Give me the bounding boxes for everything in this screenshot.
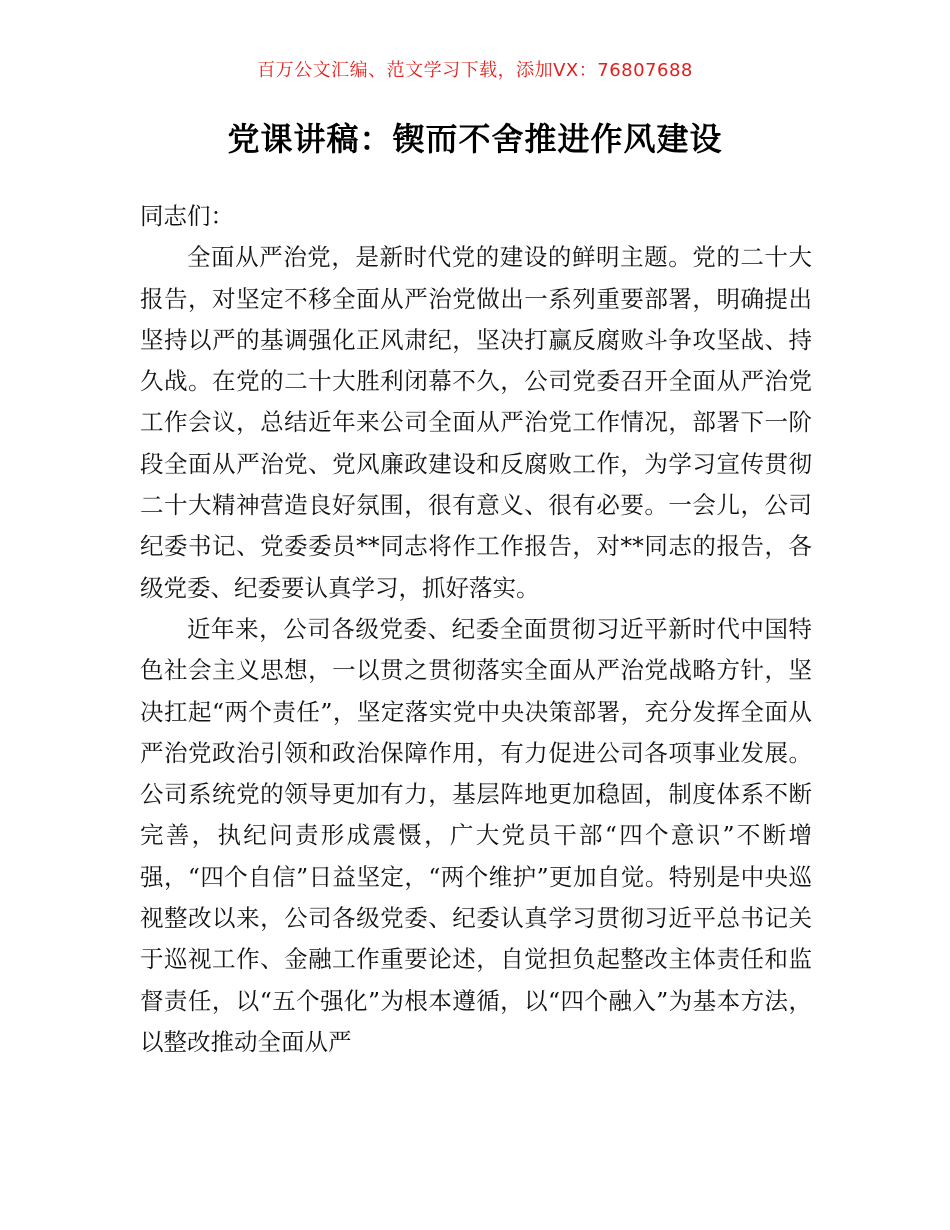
paragraph: 近年来，公司各级党委、纪委全面贯彻习近平新时代中国特色社会主义思想，一以贯之贯彻落实全面从严治党战略方针，坚决扛起“两个责任”，坚定落实党中央决策部署，充分发挥全面从严治党政治引领和政治保障作用，有力促进公司各项事业发展。公司系统党的领导更加有力，基层阵地更加稳固，制度体系不断完善，执纪问责形成震慑，广大党员干部“四个意识”不断增强，“四个自信”日益坚定，“两个维护”更加自觉。特别是中央巡视整改以来，公司各级党委、纪委认真学习贯彻习近平总书记关于巡视工作、金融工作重要论述，自觉担负起整改主体责任和监督责任，以“五个强化”为根本遵循，以“四个融入”为基本方法，以整改推动全面从严	[140, 614, 812, 1056]
salutation: 同志们：	[140, 202, 234, 230]
document-title: 党课讲稿：锲而不舍推进作风建设	[227, 120, 723, 158]
document-body	[140, 196, 812, 1063]
paragraph: 全面从严治党，是新时代党的建设的鲜明主题。党的二十大报告，对坚定不移全面从严治党做出一系列重要部署，明确提出坚持以严的基调强化正风肃纪，坚决打赢反腐败斗争攻坚战、持久战。在党的二十大胜利闭幕不久，公司党委召开全面从严治党工作会议，总结近年来公司全面从严治党工作情况，部署下一阶段全面从严治党、党风廉政建设和反腐败工作，为学习宣传贯彻二十大精神营造良好氛围，很有意义、很有必要。一会儿，公司纪委书记、党委委员**同志将作工作报告，对**同志的报告，各级党委、纪委要认真学习，抓好落实。	[140, 243, 812, 602]
watermark-banner: 百万公文汇编、范文学习下载，添加VX：76807688	[257, 60, 693, 81]
